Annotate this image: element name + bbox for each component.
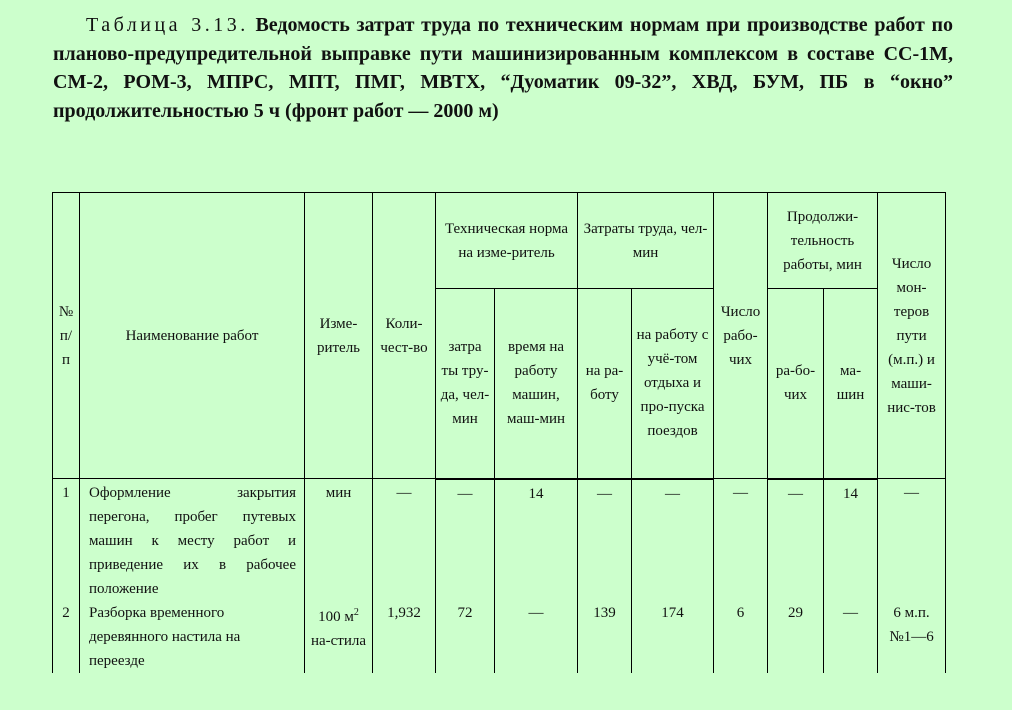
row-dur-machines: 14 bbox=[824, 479, 878, 602]
header-qty: Коли-чест-во bbox=[373, 193, 436, 479]
row-tech-machine: — bbox=[495, 601, 578, 673]
row-unit-main: 100 м bbox=[318, 609, 354, 625]
row-labor-rest: — bbox=[632, 479, 714, 602]
row-unit: мин bbox=[305, 479, 373, 602]
header-name: Наименование работ bbox=[80, 193, 305, 479]
header-tech-norm: Техническая норма на изме-ритель bbox=[436, 193, 578, 289]
header-labor-rest: на работу с учё-том отдыха и про-пуска поездов bbox=[632, 289, 714, 479]
header-dur-machines: ма-шин bbox=[824, 289, 878, 479]
row-dur-machines: — bbox=[824, 601, 878, 673]
table-row bbox=[53, 601, 946, 673]
row-num: 2 bbox=[53, 601, 80, 673]
row-labor-rest: 174 bbox=[632, 601, 714, 673]
row-unit-rest: на-стила bbox=[310, 633, 367, 649]
row-unit-sup: 2 bbox=[353, 607, 359, 618]
header-unit: Изме-ритель bbox=[305, 193, 373, 479]
row-qty: — bbox=[373, 479, 436, 602]
row-tech-machine: 14 bbox=[495, 479, 578, 602]
header-workers: Число рабо-чих bbox=[714, 193, 768, 479]
header-dur-workers: ра-бо-чих bbox=[768, 289, 824, 479]
header-labor-costs: Затраты труда, чел-мин bbox=[578, 193, 714, 289]
row-dur-workers: — bbox=[768, 479, 824, 602]
row-fitters: 6 м.п. №1—6 bbox=[878, 601, 946, 673]
row-fitters: — bbox=[878, 479, 946, 602]
header-labor-work: на ра-боту bbox=[578, 289, 632, 479]
row-qty: 1,932 bbox=[373, 601, 436, 673]
row-name: Оформление закрытия перегона, пробег путевых машин к месту работ и приведение их в рабочее положение bbox=[80, 479, 305, 602]
row-unit bbox=[305, 601, 373, 673]
row-name: Разборка временного деревянного настила на переезде bbox=[80, 601, 305, 673]
header-tech-machine: время на работу машин, маш-мин bbox=[495, 289, 578, 479]
header-duration: Продолжи-тельность работы, мин bbox=[768, 193, 878, 289]
row-num: 1 bbox=[53, 479, 80, 602]
table-row bbox=[53, 479, 946, 602]
row-tech-labor: — bbox=[436, 479, 495, 602]
table-caption bbox=[53, 11, 953, 125]
row-workers: — bbox=[714, 479, 768, 602]
row-labor-work: — bbox=[578, 479, 632, 602]
row-dur-workers: 29 bbox=[768, 601, 824, 673]
labor-cost-table bbox=[52, 192, 946, 673]
header-num: № п/п bbox=[53, 193, 80, 479]
caption-title: Ведомость затрат труда по техническим нормам при производстве работ по планово-предупредительной выправке пути машинизированным комплексом в составе СС-1М, СМ-2, РОМ-3, МПРС, МПТ, ПМГ, МВТХ, “Дуоматик 09-32”, ХВД, БУМ, ПБ в “окно” продолжительностью 5 ч (фронт работ — 2000 м) bbox=[53, 14, 953, 122]
header-fitters: Число мон-теров пути (м.п.) и маши-нис-тов bbox=[878, 193, 946, 479]
header-tech-labor: затра ты тру-да, чел-мин bbox=[436, 289, 495, 479]
row-labor-work: 139 bbox=[578, 601, 632, 673]
caption-label: Таблица 3.13. bbox=[86, 14, 249, 36]
row-workers: 6 bbox=[714, 601, 768, 673]
row-tech-labor: 72 bbox=[436, 601, 495, 673]
